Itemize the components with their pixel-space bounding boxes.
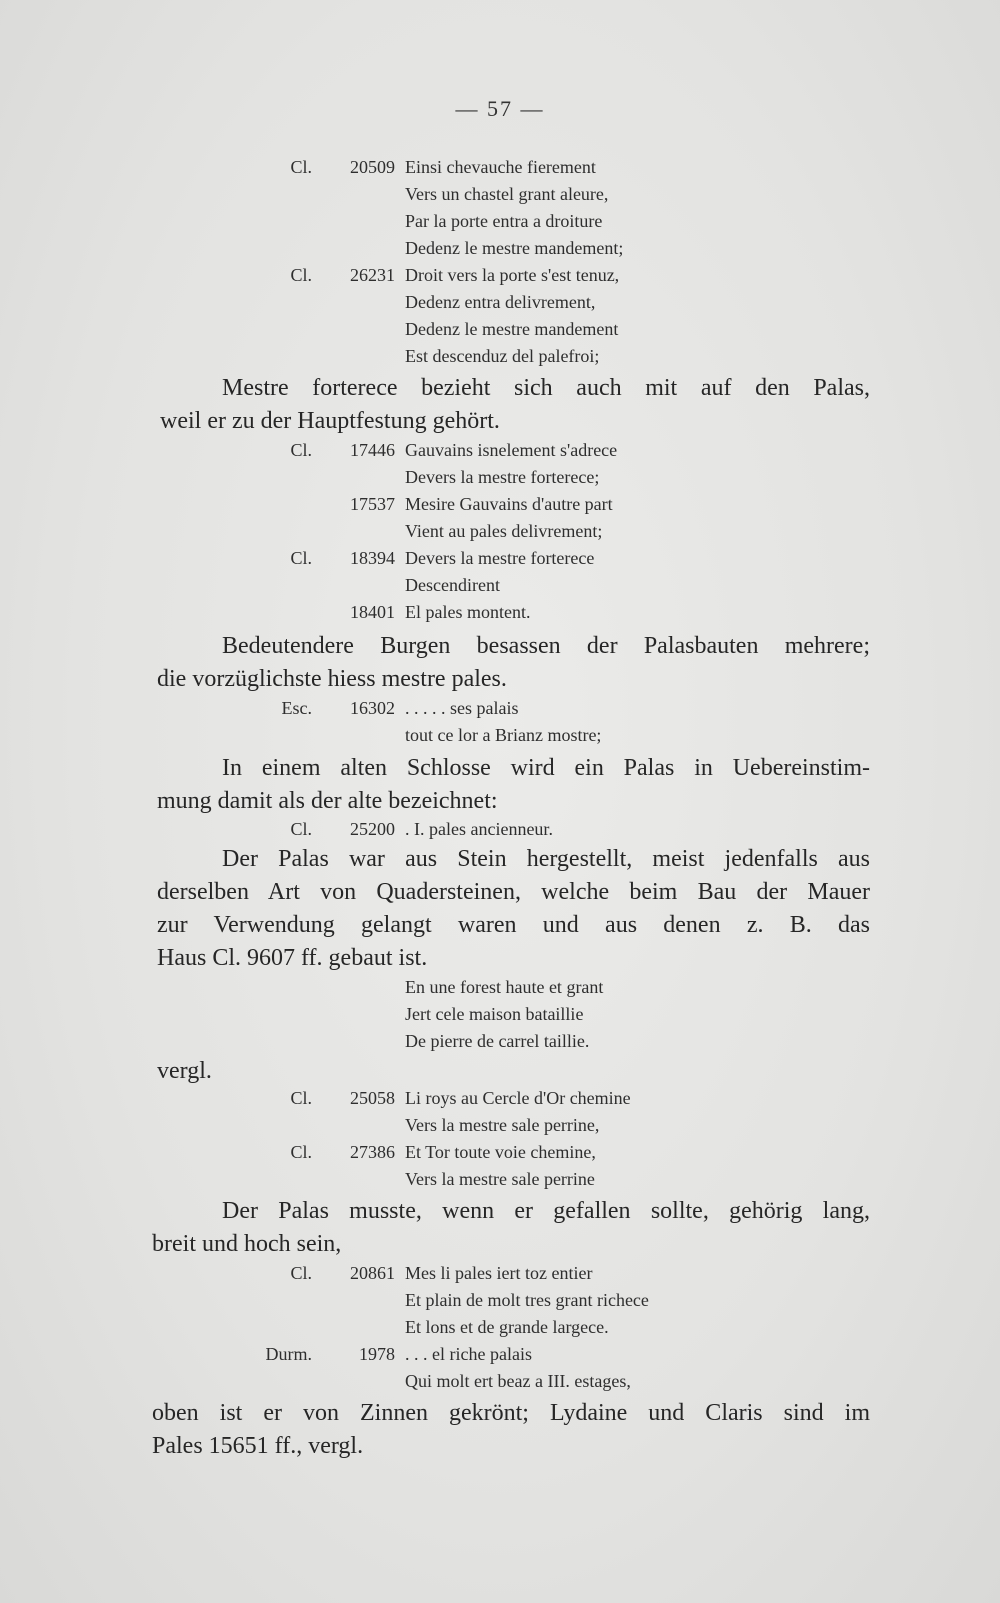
citation-source-label: Cl. xyxy=(290,1263,312,1283)
prose-line: Bedeutendere Burgen besassen der Palasbauten mehrere; xyxy=(222,633,870,659)
verse-number xyxy=(0,545,395,572)
verse-number-label: 18394 xyxy=(350,548,395,568)
verse-line: Droit vers la porte s'est tenuz, xyxy=(405,265,620,285)
citation-source-label: Durm. xyxy=(265,1344,312,1364)
verse-line: . . . el riche palais xyxy=(405,1344,532,1364)
verse-number-label: 26231 xyxy=(350,265,395,285)
prose-line: weil er zu der Hauptfestung gehört. xyxy=(160,408,500,434)
verse-line: De pierre de carrel taillie. xyxy=(405,1031,590,1051)
verse-line: Einsi chevauche fierement xyxy=(405,157,596,177)
verse-line: Mes li pales iert toz entier xyxy=(405,1263,593,1283)
verse-line: Par la porte entra a droiture xyxy=(405,211,603,231)
page-number: — 57 — xyxy=(455,96,545,121)
prose-line: derselben Art von Quadersteinen, welche beim Bau der Mauer xyxy=(157,879,870,905)
verse-number-label: 16302 xyxy=(350,698,395,718)
citation-source-label: Cl. xyxy=(290,548,312,568)
prose-line: Mestre forterece bezieht sich auch mit auf den Palas, xyxy=(222,375,870,401)
verse-number xyxy=(0,1341,395,1368)
verse-line: Et plain de molt tres grant richece xyxy=(405,1290,649,1310)
citation-source-label: Esc. xyxy=(281,698,312,718)
verse-line: Dedenz le mestre mandement xyxy=(405,319,619,339)
verse-line: Vers la mestre sale perrine xyxy=(405,1169,595,1189)
citation-source-label: Cl. xyxy=(290,1142,312,1162)
verse-line: En une forest haute et grant xyxy=(405,977,604,997)
verse-number xyxy=(0,1260,395,1287)
verse-line: . I. pales ancienneur. xyxy=(405,819,553,839)
verse-line: El pales montent. xyxy=(405,602,531,622)
verse-number xyxy=(0,491,395,518)
prose-line: vergl. xyxy=(157,1058,212,1084)
verse-number-label: 1978 xyxy=(359,1344,395,1364)
verse-line: Vers la mestre sale perrine, xyxy=(405,1115,600,1135)
verse-number xyxy=(0,262,395,289)
verse-line: Et lons et de grande largece. xyxy=(405,1317,609,1337)
verse-line: . . . . . ses palais xyxy=(405,698,519,718)
verse-line: tout ce lor a Brianz mostre; xyxy=(405,725,602,745)
verse-number-label: 20861 xyxy=(350,1263,395,1283)
prose-line: die vorzüglichste hiess mestre pales. xyxy=(157,666,507,692)
verse-line: Mesire Gauvains d'autre part xyxy=(405,494,613,514)
verse-number xyxy=(0,1139,395,1166)
prose-line: zur Verwendung gelangt waren und aus denen z. B. das xyxy=(157,912,870,938)
prose-line: breit und hoch sein, xyxy=(152,1231,342,1257)
verse-line: Vient au pales delivrement; xyxy=(405,521,603,541)
prose-line: oben ist er von Zinnen gekrönt; Lydaine und Claris sind im xyxy=(152,1400,870,1426)
verse-number-label: 17537 xyxy=(350,494,395,514)
prose-line: Der Palas war aus Stein hergestellt, meist jedenfalls aus xyxy=(222,846,870,872)
verse-line: Gauvains isnelement s'adrece xyxy=(405,440,618,460)
prose-line: In einem alten Schlosse wird ein Palas in Uebereinstim- xyxy=(222,755,870,781)
prose-line: Der Palas musste, wenn er gefallen sollte, gehörig lang, xyxy=(222,1198,870,1224)
verse-line: Qui molt ert beaz a III. estages, xyxy=(405,1371,631,1391)
verse-line: Dedenz entra delivrement, xyxy=(405,292,596,312)
verse-number xyxy=(0,816,395,843)
verse-number xyxy=(0,599,395,626)
prose-line: Haus Cl. 9607 ff. gebaut ist. xyxy=(157,945,428,971)
verse-line: Jert cele maison bataillie xyxy=(405,1004,584,1024)
verse-line: Vers un chastel grant aleure, xyxy=(405,184,609,204)
citation-source-label: Cl. xyxy=(290,819,312,839)
verse-number-label: 17446 xyxy=(350,440,395,460)
verse-number xyxy=(0,437,395,464)
citation-source-label: Cl. xyxy=(290,440,312,460)
verse-line: Devers la mestre forterece xyxy=(405,548,595,568)
verse-line: Est descenduz del palefroi; xyxy=(405,346,600,366)
citation-source-label: Cl. xyxy=(290,1088,312,1108)
prose-line: mung damit als der alte bezeichnet: xyxy=(157,788,498,814)
verse-number-label: 27386 xyxy=(350,1142,395,1162)
verse-number xyxy=(0,1085,395,1112)
verse-number-label: 20509 xyxy=(350,157,395,177)
verse-line: Et Tor toute voie chemine, xyxy=(405,1142,596,1162)
citation-source-label: Cl. xyxy=(290,265,312,285)
verse-line: Descendirent xyxy=(405,575,500,595)
verse-line: Dedenz le mestre mandement; xyxy=(405,238,624,258)
verse-line: Li roys au Cercle d'Or chemine xyxy=(405,1088,631,1108)
prose-line: Pales 15651 ff., vergl. xyxy=(152,1433,364,1459)
verse-number-label: 25200 xyxy=(350,819,395,839)
verse-number-label: 25058 xyxy=(350,1088,395,1108)
verse-line: Devers la mestre forterece; xyxy=(405,467,600,487)
verse-number xyxy=(0,154,395,181)
verse-number-label: 18401 xyxy=(350,602,395,622)
verse-number xyxy=(0,695,395,722)
citation-source-label: Cl. xyxy=(290,157,312,177)
